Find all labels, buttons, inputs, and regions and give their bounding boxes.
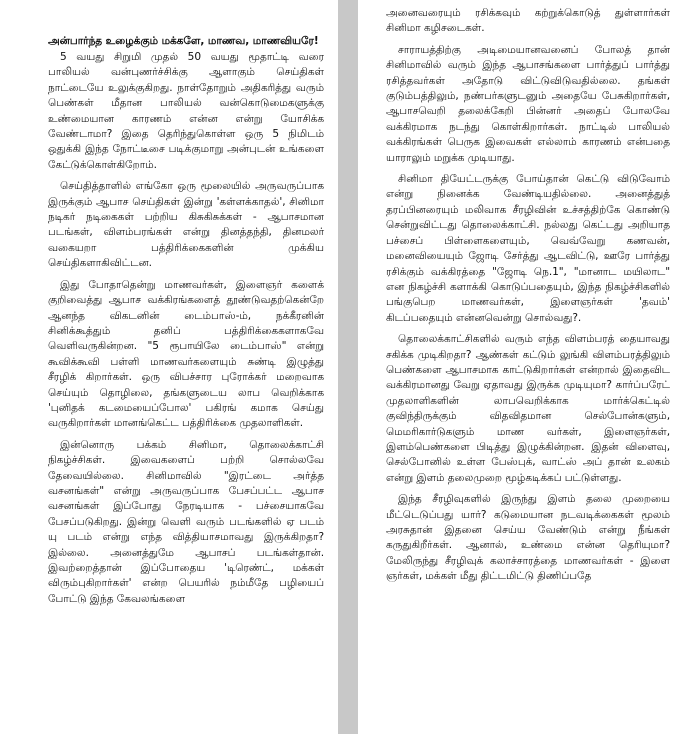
paragraph: இது போதாதென்று மாணவர்கள், இளைஞர் களைக் குறிவைத்து ஆபாச வக்கிரங்களைத் தூண்டுவதற்கென்றே ஆனந்த விகடனின் டைம்பாஸ்-ம், நக்கீரனின் சினிக்கூத்தும் தனிப் பத்திரிக்கைகளாகவே வெளிவருகின்றன. "5 ரூபாயிலே டைம்பாஸ்" என்று கூவிக்கூவி பள்ளி மாணவர்களையும் சுண்டி இழுத்து சீரழிக் கிறார்கள். ஒரு விபச்சார புரோக்கர் மறைவாக செய்யும் தொழிலை, தங்களுடைய லாப வெறிக்காக 'புனிதக் கடமையைப்போல' பகிரங் கமாக செய்து வருகிறார்கள் மானங்கெட்ட பத்திரிக்கை முதலாளிகள். [48, 278, 324, 430]
paragraph: அனைவரையும் ரசிக்கவும் கற்றுக்கொடுத் துள்ளார்கள் சினிமா கழிசடைகள். [386, 7, 670, 35]
left-column [0, 0, 338, 734]
paragraph: செய்தித்தாளில் எங்கோ ஒரு மூலையில் அருவருப்பாக இருக்கும் ஆபாச செய்திகள் இன்று 'கள்ளக்காதல்', சினிமா நடிகர் நடிகைகள் பற்றிய கிசுகிசுக்கள் - ஆபாசமான படங்கள், விளம்பரங்கள் என்று தினத்தந்தி, தினமலர் வகையறா பத்திரிக்கைகளின் முக்கிய செய்திகளாகிவிட்டன. [48, 180, 324, 270]
right-column [358, 0, 700, 734]
paragraph: சினிமா தியேட்டருக்கு போய்தான் கெட்டு விடுவோம் என்று நினைக்க வேண்டியதில்லை. அனைத்துத் தரப்பினரையும் மலிவாக சீரழிவின் உச்சத்திற்கே கொண்டு சென்றுவிட்டது தொலைக்காட்சி. நல்லது கெட்டது அறியாத பச்சைப் பிள்ளைகளையும், வெவ்வேறு கணவன், மனைவியையும் ஜோடி சேர்த்து ஆடவிட்டு, ஊரே பார்த்து ரசிக்கும் வக்கிரத்தை "ஜோடி நெ.1", "மானாட மயிலாட" என நிகழ்ச்சி களாக்கி கொடுப்பதையும், இந்த நிகழ்ச்சிகளில் பங்குபெற மாணவர்கள், இளைஞர்கள் 'தவம்' கிடப்பதையும் என்னவென்று சொல்வது?. [386, 173, 670, 324]
paragraph: சாராயத்திற்கு அடிமையானவனைப் போலத் தான் சினிமாவில் வரும் இந்த ஆபாசங்களை பார்த்துப் பார்த்து ரசித்தவர்கள் அதோடு விட்டுவிடுவதில்லை. தங்கள் குடும்பத்திலும், நண்பர்களுடனும் அதையே பேசுகிறார்கள், ஆபாசவெறி தலைக்கேறி பின்னர் அதைப் போலவே வக்கிரமாக நடந்து கொள்கிறார்கள். நாட்டில் பாலியல் வக்கிரங்கள் பெருக இவைகள் எல்லாம் காரணம் என்பதை யாராலும் மறுக்க முடியாது. [386, 43, 670, 164]
leaflet-heading: அன்பார்ந்த உழைக்கும் மக்களே, மாணவ, மாணவியரே! [48, 35, 319, 47]
paragraph: இந்த சீரழிவுகளில் இருந்து இளம் தலை முறையை மீட்டெடுப்பது யார்? கடுமையான நடவடிக்கைகள் மூலம் அரசுதான் இதனை செய்ய வேண்டும் என்று நீங்கள் கருதுகிறீர்கள். ஆனால், உண்மை என்ன தெரியுமா? மேலிருந்து சீரழிவுக் கலாச்சாரத்தை மாணவர்கள் - இளை ஞர்கள், மக்கள் மீது திட்டமிட்டு திணிப்பதே [386, 493, 670, 583]
column-divider [338, 0, 358, 734]
paragraph: இன்னொரு பக்கம் சினிமா, தொலைக்காட்சி நிகழ்ச்சிகள். இவைகளைப் பற்றி சொல்லவே தேவையில்லை. சினிமாவில் "இரட்டை அர்த்த வசனங்கள்" என்று அருவருப்பாக பேசப்பட்ட ஆபாச வசனங்கள் இப்போது நேரடியாக - பச்சையாகவே பேசப்படுகிறது. இன்று வெளி வரும் படங்களில் ஏ படம் யு படம் என்று எந்த வித்தியாசமாவது இருக்கிறதா? இல்லை. அனைத்துமே ஆபாசப் படங்கள்தான். இவற்றைத்தான் இப்போதைய 'டிரெண்ட், மக்கள் விரும்புகிறார்கள்' என்ற பெயரில் நம்மீதே பழியைப் போட்டு இந்த கேவலங்களை [48, 438, 324, 605]
paragraph: தொலைக்காட்சிகளில் வரும் எந்த விளம்பரத் தையாவது சகிக்க முடிகிறதா? ஆண்கள் கட்டும் லுங்கி விளம்பரத்திலும் பெண்களை ஆபாசமாக காட்டுகிறார்கள் என்றால் இதைவிட வக்கிரமானது வேறு ஏதாவது இருக்க முடியுமா? கார்ப்பரேட் முதலாளிகளின் லாபவெறிக்காக மார்க்கெட்டில் குவிந்திருக்கும் விதவிதமான செல்போன்களும், மெமரிகார்டுகளும் மாண வர்கள், இளைஞர்கள், இளம்பெண்களை பிடித்து இழுக்கின்றன. இதன் விளைவு, செல்போனில் உள்ள பேஸ்புக், வாட்ஸ் அப் தான் உலகம் என்று இளம் தலைமுறை மூழ்கடிக்கப் பட்டுள்ளது. [386, 333, 670, 484]
paragraph: 5 வயது சிறுமி முதல் 50 வயது மூதாட்டி வரை பாலியல் வன்புணர்ச்சிக்கு ஆளாகும் செய்திகள் நாட்டையே உலுக்குகிறது. நாள்தோறும் அதிகரித்து வரும் பெண்கள் மீதான பாலியல் வன்கொடுமைகளுக்கு உண்மையான காரணம் என்ன என்று யோசிக்க வேண்டாமா? இதை தெரிந்துகொள்ள ஒரு 5 நிமிடம் ஒதுக்கி இந்த நோட்டீசை படிக்குமாறு அன்புடன் உங்களை கேட்டுக்கொள்கிறோம். [48, 51, 324, 171]
